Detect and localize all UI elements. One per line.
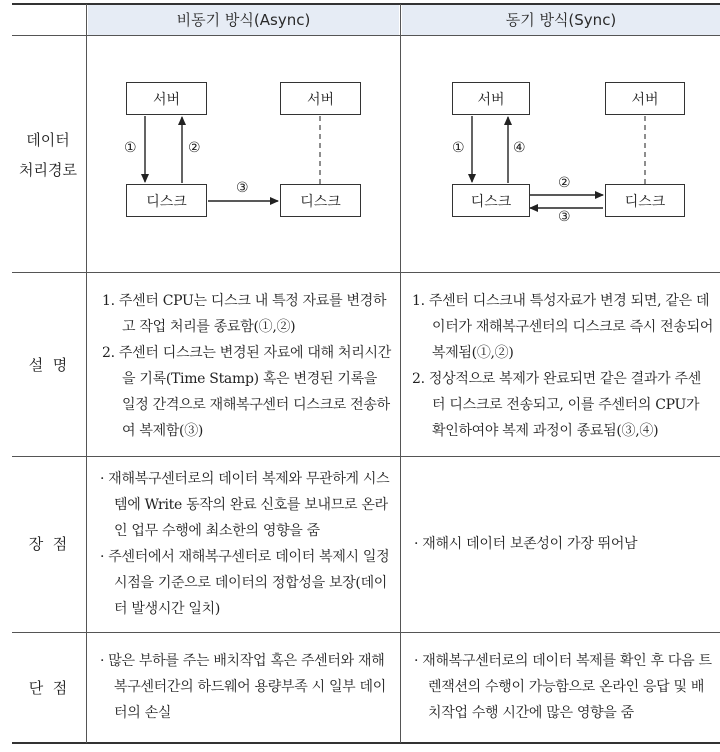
async-label-2: ② — [188, 140, 201, 156]
sync-server-main-label: 서버 — [477, 91, 505, 108]
async-disk-dr-label: 디스크 — [300, 193, 341, 210]
cons-async — [92, 648, 394, 726]
row-label-pros: 장 점 — [28, 535, 68, 553]
cons-sync — [406, 648, 714, 726]
sync-server-main — [452, 82, 530, 115]
rule-pros — [12, 632, 720, 633]
sync-disk-dr-label: 디스크 — [624, 193, 666, 210]
async-label-1: ① — [124, 140, 137, 156]
sync-server-dr-label: 서버 — [631, 91, 659, 108]
pros-sync-item: · 재해시 데이터 보존성이 가장 뛰어남 — [414, 536, 638, 552]
sync-disk-main-label: 디스크 — [470, 193, 512, 210]
pros-async-item: · 재해복구센터로의 데이터 복제와 무관하게 시스템에 Write 동작의 완료 신호를 보내므로 온라인 업무 수행에 최소한의 영향을 줌 — [100, 471, 390, 539]
cons-sync-item: · 재해복구센터로의 데이터 복제를 확인 후 다음 트렌잭션의 수행이 가능함으로 온라인 응답 및 배치작업 수행 시간에 많은 영향을 줌 — [414, 653, 712, 721]
row-label-cons: 단 점 — [28, 679, 68, 697]
desc-sync-item: 2. 정상적으로 복제가 완료되면 같은 결과가 주센터 디스크로 전송되고, 이를 주센터의 CPU가 확인하여야 복제 과정이 종료됨(③,④) — [412, 371, 701, 439]
header-async-label: 비동기 방식(Async) — [176, 11, 311, 29]
sync-label-1: ① — [452, 140, 465, 156]
desc-sync — [406, 288, 714, 444]
async-label-3: ③ — [236, 180, 249, 196]
rule-top — [12, 3, 720, 5]
row-label-path-2: 처리경로 — [19, 161, 77, 179]
row-label-path — [12, 125, 84, 185]
cons-async-item: · 많은 부하를 주는 배치작업 혹은 주센터와 재해복구센터간의 하드웨어 용량부족 시 일부 데이터의 손실 — [100, 653, 387, 721]
rule-col1 — [86, 4, 87, 743]
sync-label-3: ③ — [558, 209, 571, 225]
sync-server-dr — [605, 82, 685, 115]
desc-async-item: 1. 주센터 CPU는 디스크 내 특정 자료를 변경하고 작업 처리를 종료함(①,②) — [102, 293, 387, 335]
rule-header — [12, 35, 720, 36]
desc-async — [96, 288, 394, 444]
row-label-path-1: 데이터 — [26, 131, 70, 149]
rule-col2 — [400, 4, 401, 743]
rule-bottom — [12, 742, 720, 744]
async-disk-main — [126, 184, 207, 217]
sync-label-2: ② — [558, 175, 571, 191]
header-async — [88, 4, 399, 35]
pros-sync — [406, 531, 714, 557]
row-label-desc: 설 명 — [28, 356, 68, 374]
async-server-dr-label: 서버 — [306, 91, 335, 108]
pros-async — [92, 466, 394, 622]
header-sync — [402, 4, 720, 35]
async-server-dr — [280, 82, 361, 115]
desc-async-item: 2. 주센터 디스크는 변경된 자료에 대해 처리시간을 기록(Time Stamp) 혹은 변경된 기록을 일정 간격으로 재해복구센터 디스크로 전송하여 복제함(③) — [102, 345, 391, 439]
async-disk-dr — [280, 184, 361, 217]
sync-label-4: ④ — [513, 140, 526, 156]
desc-sync-item: 1. 주센터 디스크내 특성자료가 변경 되면, 같은 데이터가 재해복구센터의 디스크로 즉시 전송되어 복제됨(①,②) — [412, 293, 714, 361]
async-server-main-label: 서버 — [152, 91, 181, 108]
pros-async-item: · 주센터에서 재해복구센터로 데이터 복제시 일정시점을 기준으로 데이터의 정합성을 보장(데이터 발생시간 일치) — [100, 549, 390, 617]
rule-desc — [12, 456, 720, 457]
async-server-main — [126, 82, 207, 115]
rule-path — [12, 272, 720, 273]
header-sync-label: 동기 방식(Sync) — [505, 11, 617, 29]
sync-disk-dr — [605, 184, 685, 217]
sync-disk-main — [452, 184, 530, 217]
async-disk-main-label: 디스크 — [146, 193, 187, 210]
